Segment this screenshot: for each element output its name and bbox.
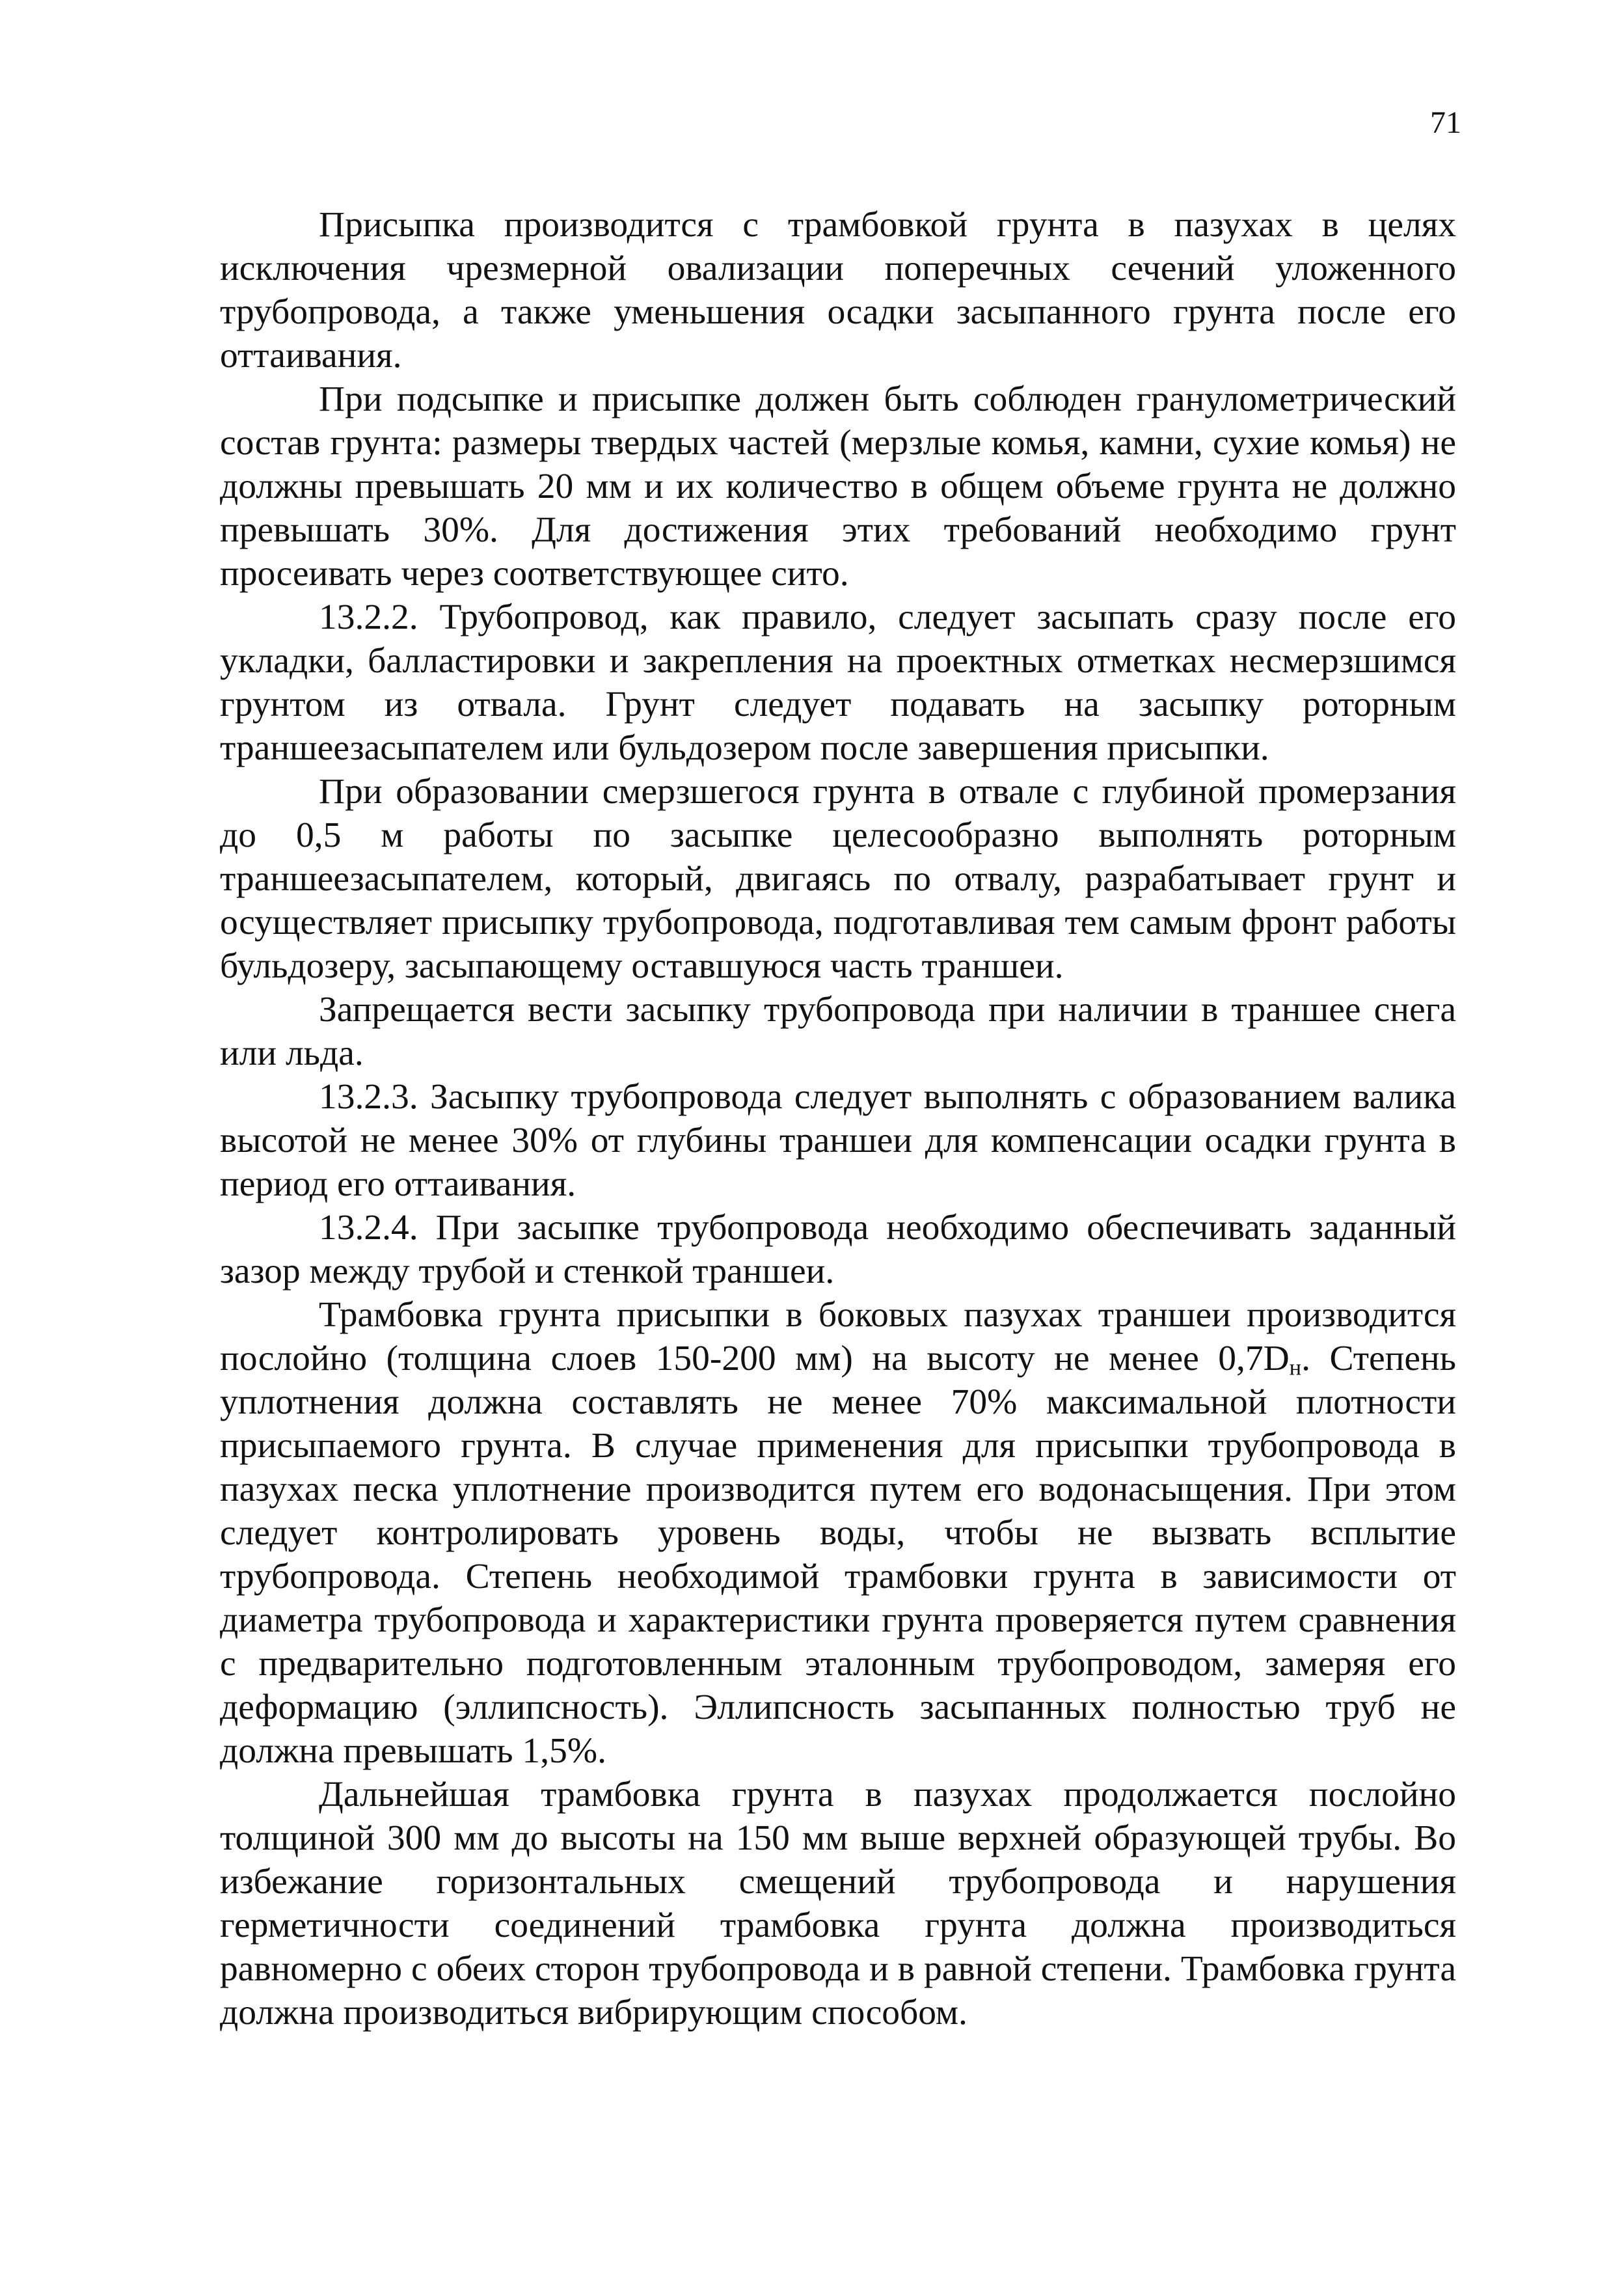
- paragraph-soil-granulometry: При подсыпке и присыпке должен быть соблюден гранулометрический состав грунта: размеры твердых частей (мерзлые комья, камни, сухие комья) не должны превышать 20 мм и их количество в общем объеме грунта не должно превышать 30%. Для достижения этих требований необходимо грунт просеивать через соответствующее сито.: [220, 379, 1456, 594]
- paragraph-compaction: [220, 1293, 1456, 1773]
- paragraph-snow-ice-prohibition: Запрещается вести засыпку трубопровода при наличии в траншее снега или льда.: [220, 990, 1456, 1073]
- page-number: 71: [1430, 105, 1461, 140]
- paragraph-backfill-purpose: Присыпка производится с трамбовкой грунта в пазухах в целях исключения чрезмерной овализации поперечных сечений уложенного трубопровода, а также уменьшения осадки засыпанного грунта после его оттаивания.: [220, 205, 1456, 376]
- paragraph-section-13-2-2: 13.2.2. Трубопровод, как правило, следует засыпать сразу после его укладки, балластировки и закрепления на проектных отметках несмерзшимся грунтом из отвала. Грунт следует подавать на засыпку роторным траншеезасыпателем или бульдозером после завершения присыпки.: [220, 597, 1456, 768]
- diameter-subscript: н: [1289, 1355, 1302, 1380]
- body-text: [220, 203, 1456, 2034]
- compaction-text-end: . Степень уплотнения должна составлять не менее 70% максимальной плотности присыпаемого грунта. В случае применения для присыпки трубопровода в пазухах песка уплотнение производится путем его водонасыщения. При этом следует контролировать уровень воды, чтобы не вызвать всплытие трубопровода. Степень необходимой трамбовки грунта в зависимости от диаметра трубопровода и характеристики грунта проверяется путем сравнения с предварительно подготовленным эталонным трубопроводом, замеряя его деформацию (эллипсность). Эллипсность засыпанных полностью труб не должна превышать 1,5%.: [220, 1339, 1456, 1771]
- paragraph-frozen-soil: При образовании смерзшегося грунта в отвале с глубиной промерзания до 0,5 м работы по засыпке целесообразно выполнять роторным траншеезасыпателем, который, двигаясь по отвалу, разрабатывает грунт и осуществляет присыпку трубопровода, подготавливая тем самым фронт работы бульдозеру, засыпающему оставшуюся часть траншеи.: [220, 772, 1456, 986]
- paragraph-section-13-2-3: 13.2.3. Засыпку трубопровода следует выполнять с образованием валика высотой не менее 30% от глубины траншеи для компенсации осадки грунта в период его оттаивания.: [220, 1077, 1456, 1204]
- paragraph-further-compaction: Дальнейшая трамбовка грунта в пазухах продолжается послойно толщиной 300 мм до высоты на 150 мм выше верхней образующей трубы. Во избежание горизонтальных смещений трубопровода и нарушения герметичности соединений трамбовка грунта должна производиться равномерно с обеих сторон трубопровода и в равной степени. Трамбовка грунта должна производиться вибрирующим способом.: [220, 1775, 1456, 2032]
- compaction-text-start: Трамбовка грунта присыпки в боковых пазухах траншеи производится послойно (толщина слоев 150-200 мм) на высоту не менее 0,7D: [220, 1295, 1456, 1378]
- paragraph-section-13-2-4: 13.2.4. При засыпке трубопровода необходимо обеспечивать заданный зазор между трубой и стенкой траншеи.: [220, 1208, 1456, 1291]
